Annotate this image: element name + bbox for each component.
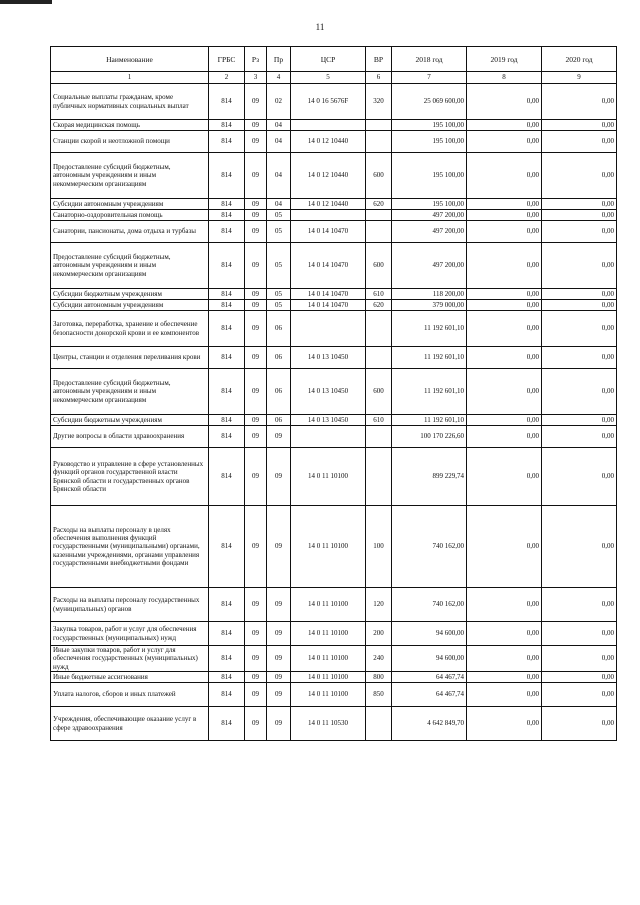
row-name: Уплата налогов, сборов и иных платежей	[51, 683, 209, 707]
row-name: Иные бюджетные ассигнования	[51, 672, 209, 683]
table-row	[51, 646, 617, 672]
row-vr	[366, 131, 392, 153]
row-value-2019: 0,00	[467, 506, 542, 588]
row-grbs: 814	[209, 646, 245, 672]
row-pr: 09	[267, 448, 291, 506]
row-grbs: 814	[209, 120, 245, 131]
row-rz: 09	[245, 199, 267, 210]
row-vr: 800	[366, 672, 392, 683]
row-rz: 09	[245, 588, 267, 622]
header-2019: 2019 год	[467, 47, 542, 72]
row-rz: 09	[245, 683, 267, 707]
row-vr: 600	[366, 153, 392, 199]
row-value-2020: 0,00	[542, 289, 617, 300]
row-value-2018: 94 600,00	[392, 646, 467, 672]
row-value-2018: 11 192 601,10	[392, 347, 467, 369]
row-grbs: 814	[209, 369, 245, 415]
row-csr	[291, 210, 366, 221]
row-grbs: 814	[209, 131, 245, 153]
row-vr: 100	[366, 506, 392, 588]
table-row	[51, 210, 617, 221]
row-value-2018: 4 642 849,70	[392, 707, 467, 741]
table-row	[51, 131, 617, 153]
row-vr: 620	[366, 199, 392, 210]
row-grbs: 814	[209, 289, 245, 300]
row-value-2018: 94 600,00	[392, 622, 467, 646]
row-pr: 04	[267, 120, 291, 131]
header-2020: 2020 год	[542, 47, 617, 72]
row-value-2018: 740 162,00	[392, 588, 467, 622]
row-csr	[291, 426, 366, 448]
row-value-2018: 11 192 601,10	[392, 311, 467, 347]
row-csr: 14 0 13 10450	[291, 369, 366, 415]
corner-mark	[0, 0, 52, 4]
row-value-2018: 740 162,00	[392, 506, 467, 588]
row-value-2018: 100 170 226,60	[392, 426, 467, 448]
column-number: 2	[209, 72, 245, 84]
row-csr: 14 0 11 10100	[291, 588, 366, 622]
header-csr: ЦСР	[291, 47, 366, 72]
row-rz: 09	[245, 243, 267, 289]
row-grbs: 814	[209, 415, 245, 426]
row-value-2019: 0,00	[467, 199, 542, 210]
row-value-2019: 0,00	[467, 221, 542, 243]
row-pr: 02	[267, 84, 291, 120]
row-csr: 14 0 12 10440	[291, 199, 366, 210]
table-row	[51, 243, 617, 289]
row-value-2018: 64 467,74	[392, 683, 467, 707]
row-value-2019: 0,00	[467, 289, 542, 300]
row-name: Субсидии бюджетным учреждениям	[51, 415, 209, 426]
row-rz: 09	[245, 84, 267, 120]
row-grbs: 814	[209, 506, 245, 588]
table-body	[51, 84, 617, 741]
table-row	[51, 426, 617, 448]
row-value-2020: 0,00	[542, 120, 617, 131]
row-grbs: 814	[209, 84, 245, 120]
row-name: Социальные выплаты гражданам, кроме публичных нормативных социальных выплат	[51, 84, 209, 120]
row-value-2020: 0,00	[542, 646, 617, 672]
row-pr: 05	[267, 289, 291, 300]
row-csr: 14 0 13 10450	[291, 347, 366, 369]
row-pr: 06	[267, 347, 291, 369]
row-csr: 14 0 11 10100	[291, 448, 366, 506]
row-csr: 14 0 12 10440	[291, 153, 366, 199]
row-pr: 09	[267, 622, 291, 646]
row-rz: 09	[245, 646, 267, 672]
row-value-2020: 0,00	[542, 506, 617, 588]
row-vr: 610	[366, 415, 392, 426]
row-pr: 04	[267, 131, 291, 153]
row-name: Скорая медицинская помощь	[51, 120, 209, 131]
row-pr: 09	[267, 646, 291, 672]
row-csr: 14 0 16 5676F	[291, 84, 366, 120]
row-value-2019: 0,00	[467, 672, 542, 683]
row-rz: 09	[245, 426, 267, 448]
row-grbs: 814	[209, 426, 245, 448]
row-value-2020: 0,00	[542, 448, 617, 506]
row-rz: 09	[245, 289, 267, 300]
page-number: 11	[315, 22, 325, 32]
row-grbs: 814	[209, 683, 245, 707]
row-value-2020: 0,00	[542, 369, 617, 415]
row-value-2019: 0,00	[467, 683, 542, 707]
row-csr: 14 0 14 10470	[291, 221, 366, 243]
row-value-2019: 0,00	[467, 311, 542, 347]
row-rz: 09	[245, 120, 267, 131]
row-pr: 05	[267, 300, 291, 311]
row-csr: 14 0 13 10450	[291, 415, 366, 426]
column-number: 7	[392, 72, 467, 84]
table-row	[51, 369, 617, 415]
row-value-2019: 0,00	[467, 426, 542, 448]
row-rz: 09	[245, 448, 267, 506]
row-value-2020: 0,00	[542, 243, 617, 289]
row-vr: 200	[366, 622, 392, 646]
row-pr: 05	[267, 221, 291, 243]
row-value-2018: 11 192 601,10	[392, 415, 467, 426]
row-grbs: 814	[209, 347, 245, 369]
row-rz: 09	[245, 672, 267, 683]
row-value-2020: 0,00	[542, 84, 617, 120]
row-grbs: 814	[209, 153, 245, 199]
column-number: 3	[245, 72, 267, 84]
row-value-2019: 0,00	[467, 415, 542, 426]
row-name: Станции скорой и неотложной помощи	[51, 131, 209, 153]
table-row	[51, 120, 617, 131]
table-row	[51, 506, 617, 588]
header-grbs: ГРБС	[209, 47, 245, 72]
budget-table	[50, 46, 617, 741]
column-number: 9	[542, 72, 617, 84]
row-value-2018: 118 200,00	[392, 289, 467, 300]
row-value-2020: 0,00	[542, 300, 617, 311]
row-name: Предоставление субсидий бюджетным, автономным учреждениям и иным некоммерческим организациям	[51, 153, 209, 199]
header-2018: 2018 год	[392, 47, 467, 72]
table-row	[51, 448, 617, 506]
row-value-2018: 899 229,74	[392, 448, 467, 506]
header-name: Наименование	[51, 47, 209, 72]
table-row	[51, 199, 617, 210]
row-pr: 04	[267, 199, 291, 210]
row-value-2019: 0,00	[467, 300, 542, 311]
column-number: 1	[51, 72, 209, 84]
row-pr: 09	[267, 588, 291, 622]
header-pr: Пр	[267, 47, 291, 72]
row-value-2019: 0,00	[467, 448, 542, 506]
row-name: Предоставление субсидий бюджетным, автономным учреждениям и иным некоммерческим организациям	[51, 369, 209, 415]
row-pr: 06	[267, 415, 291, 426]
row-name: Расходы на выплаты персоналу в целях обеспечения выполнения функций государственными (муниципальными) органами, казенными учреждениями, органами управления государственными внебюджетными фондами	[51, 506, 209, 588]
row-value-2020: 0,00	[542, 153, 617, 199]
row-grbs: 814	[209, 221, 245, 243]
row-rz: 09	[245, 369, 267, 415]
row-value-2018: 195 100,00	[392, 131, 467, 153]
row-value-2020: 0,00	[542, 588, 617, 622]
row-value-2019: 0,00	[467, 210, 542, 221]
row-value-2018: 497 200,00	[392, 221, 467, 243]
row-grbs: 814	[209, 448, 245, 506]
table-row	[51, 84, 617, 120]
row-name: Санатории, пансионаты, дома отдыха и турбазы	[51, 221, 209, 243]
row-name: Закупка товаров, работ и услуг для обеспечения государственных (муниципальных) нужд	[51, 622, 209, 646]
table-row	[51, 672, 617, 683]
column-number: 6	[366, 72, 392, 84]
row-value-2018: 64 467,74	[392, 672, 467, 683]
row-vr: 600	[366, 369, 392, 415]
row-rz: 09	[245, 210, 267, 221]
row-csr: 14 0 11 10100	[291, 672, 366, 683]
row-name: Санаторно-оздоровительная помощь	[51, 210, 209, 221]
row-value-2019: 0,00	[467, 131, 542, 153]
row-value-2020: 0,00	[542, 707, 617, 741]
row-grbs: 814	[209, 300, 245, 311]
row-grbs: 814	[209, 707, 245, 741]
row-name: Субсидии бюджетным учреждениям	[51, 289, 209, 300]
table-row	[51, 622, 617, 646]
row-rz: 09	[245, 415, 267, 426]
row-name: Руководство и управление в сфере установленных функций органов государственной власти Брянской области и государственных органов Брянской области	[51, 448, 209, 506]
row-pr: 05	[267, 243, 291, 289]
row-vr	[366, 311, 392, 347]
row-value-2019: 0,00	[467, 588, 542, 622]
row-grbs: 814	[209, 672, 245, 683]
row-value-2019: 0,00	[467, 243, 542, 289]
column-number: 5	[291, 72, 366, 84]
row-vr	[366, 210, 392, 221]
row-grbs: 814	[209, 311, 245, 347]
row-name: Центры, станции и отделения переливания крови	[51, 347, 209, 369]
row-name: Другие вопросы в области здравоохранения	[51, 426, 209, 448]
row-rz: 09	[245, 153, 267, 199]
row-vr: 240	[366, 646, 392, 672]
row-value-2020: 0,00	[542, 131, 617, 153]
row-grbs: 814	[209, 622, 245, 646]
row-rz: 09	[245, 300, 267, 311]
row-name: Заготовка, переработка, хранение и обеспечение безопасности донорской крови и ее компонентов	[51, 311, 209, 347]
table-row	[51, 289, 617, 300]
row-pr: 06	[267, 311, 291, 347]
row-csr: 14 0 11 10100	[291, 646, 366, 672]
row-value-2018: 195 100,00	[392, 199, 467, 210]
row-csr: 14 0 14 10470	[291, 289, 366, 300]
row-pr: 09	[267, 707, 291, 741]
row-value-2020: 0,00	[542, 221, 617, 243]
row-grbs: 814	[209, 199, 245, 210]
row-vr: 120	[366, 588, 392, 622]
row-grbs: 814	[209, 210, 245, 221]
row-value-2019: 0,00	[467, 84, 542, 120]
row-name: Субсидии автономным учреждениям	[51, 199, 209, 210]
row-value-2019: 0,00	[467, 120, 542, 131]
row-pr: 09	[267, 506, 291, 588]
row-value-2018: 497 200,00	[392, 243, 467, 289]
row-vr: 610	[366, 289, 392, 300]
row-value-2020: 0,00	[542, 415, 617, 426]
row-csr: 14 0 14 10470	[291, 243, 366, 289]
header-row	[51, 47, 617, 72]
row-value-2018: 195 100,00	[392, 153, 467, 199]
row-grbs: 814	[209, 588, 245, 622]
row-pr: 05	[267, 210, 291, 221]
row-pr: 06	[267, 369, 291, 415]
column-number: 8	[467, 72, 542, 84]
row-value-2019: 0,00	[467, 347, 542, 369]
row-name: Учреждения, обеспечивающие оказание услуг в сфере здравоохранения	[51, 707, 209, 741]
header-rz: Рз	[245, 47, 267, 72]
row-pr: 09	[267, 683, 291, 707]
row-value-2019: 0,00	[467, 153, 542, 199]
row-vr	[366, 120, 392, 131]
row-grbs: 814	[209, 243, 245, 289]
row-vr: 850	[366, 683, 392, 707]
header-vr: ВР	[366, 47, 392, 72]
row-value-2018: 25 069 600,00	[392, 84, 467, 120]
row-vr: 320	[366, 84, 392, 120]
row-value-2019: 0,00	[467, 707, 542, 741]
row-rz: 09	[245, 347, 267, 369]
row-rz: 09	[245, 221, 267, 243]
row-vr	[366, 221, 392, 243]
row-pr: 04	[267, 153, 291, 199]
row-rz: 09	[245, 311, 267, 347]
row-rz: 09	[245, 506, 267, 588]
row-name: Расходы на выплаты персоналу государственных (муниципальных) органов	[51, 588, 209, 622]
row-value-2020: 0,00	[542, 347, 617, 369]
row-vr	[366, 448, 392, 506]
row-value-2020: 0,00	[542, 199, 617, 210]
row-csr: 14 0 12 10440	[291, 131, 366, 153]
table-row	[51, 311, 617, 347]
row-vr: 600	[366, 243, 392, 289]
row-value-2019: 0,00	[467, 369, 542, 415]
table-row	[51, 707, 617, 741]
row-value-2020: 0,00	[542, 311, 617, 347]
row-value-2020: 0,00	[542, 426, 617, 448]
table-row	[51, 588, 617, 622]
row-value-2019: 0,00	[467, 622, 542, 646]
row-name: Субсидии автономным учреждениям	[51, 300, 209, 311]
row-csr: 14 0 11 10530	[291, 707, 366, 741]
row-rz: 09	[245, 707, 267, 741]
row-value-2020: 0,00	[542, 672, 617, 683]
row-name: Иные закупки товаров, работ и услуг для обеспечения государственных (муниципальных) нужд	[51, 646, 209, 672]
row-csr: 14 0 11 10100	[291, 622, 366, 646]
row-csr	[291, 311, 366, 347]
row-value-2018: 11 192 601,10	[392, 369, 467, 415]
row-vr	[366, 426, 392, 448]
row-rz: 09	[245, 622, 267, 646]
table-row	[51, 221, 617, 243]
row-rz: 09	[245, 131, 267, 153]
row-vr: 620	[366, 300, 392, 311]
row-vr	[366, 347, 392, 369]
table-row	[51, 300, 617, 311]
table-row	[51, 347, 617, 369]
column-number: 4	[267, 72, 291, 84]
row-value-2020: 0,00	[542, 210, 617, 221]
row-pr: 09	[267, 426, 291, 448]
row-value-2020: 0,00	[542, 622, 617, 646]
row-value-2018: 497 200,00	[392, 210, 467, 221]
table-row	[51, 153, 617, 199]
row-value-2018: 379 000,00	[392, 300, 467, 311]
row-vr	[366, 707, 392, 741]
table-row	[51, 415, 617, 426]
table-row	[51, 683, 617, 707]
row-csr: 14 0 14 10470	[291, 300, 366, 311]
row-csr: 14 0 11 10100	[291, 683, 366, 707]
row-csr	[291, 120, 366, 131]
row-value-2020: 0,00	[542, 683, 617, 707]
row-pr: 09	[267, 672, 291, 683]
row-value-2018: 195 100,00	[392, 120, 467, 131]
column-number-row	[51, 72, 617, 84]
row-value-2019: 0,00	[467, 646, 542, 672]
row-name: Предоставление субсидий бюджетным, автономным учреждениям и иным некоммерческим организациям	[51, 243, 209, 289]
row-csr: 14 0 11 10100	[291, 506, 366, 588]
